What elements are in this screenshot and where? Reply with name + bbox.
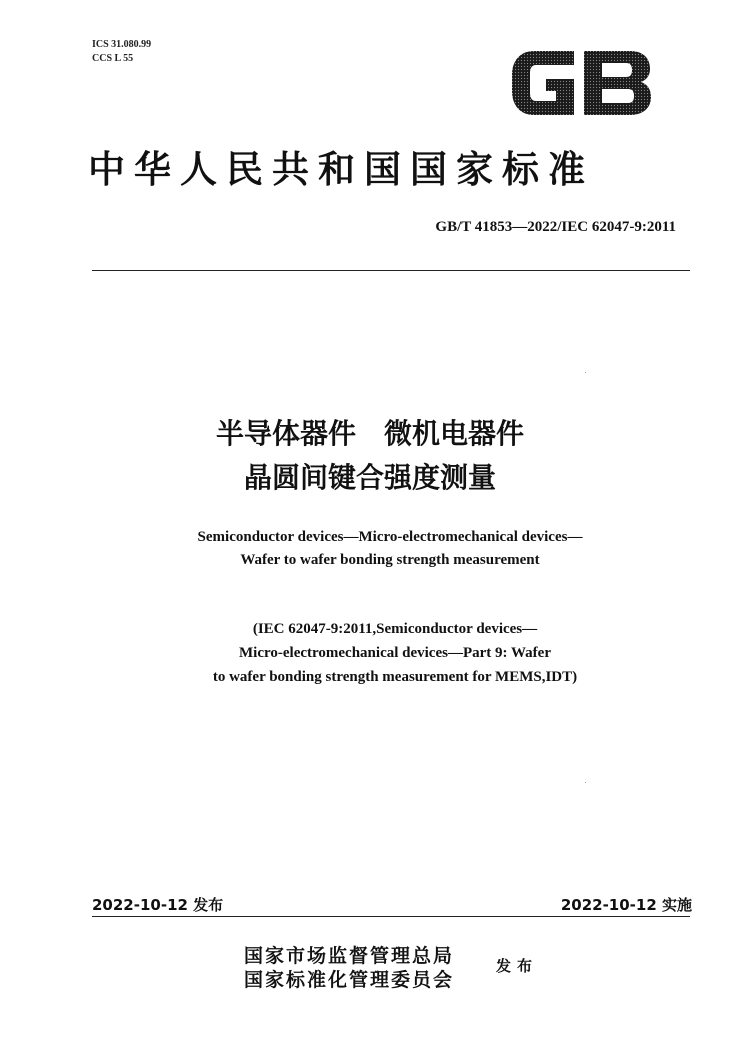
- footer-divider: [92, 916, 690, 917]
- iec-reference-line-1: (IEC 62047-9:2011,Semiconductor devices—: [252, 621, 538, 637]
- chinese-title-line-1: 半导体器件 微机电器件: [215, 417, 524, 450]
- gb-logo-mark: [512, 51, 651, 115]
- chinese-title: [0, 412, 740, 500]
- standard-number: GB/T 41853—2022/IEC 62047-9:2011: [435, 219, 676, 235]
- issue-date: 2022-10-12 发布: [92, 896, 224, 914]
- issuer-sac: 国家标准化管理委员会: [244, 969, 455, 991]
- chinese-title-line-2: 晶圆间键合强度测量: [243, 461, 496, 494]
- implementation-date: 2022-10-12 实施: [560, 896, 692, 914]
- iec-reference-line-2: Micro-electromechanical devices—Part 9: Wafer: [239, 645, 551, 661]
- issuer-samr: 国家市场监督管理总局: [244, 945, 455, 967]
- english-title: [0, 526, 740, 572]
- english-title-line-1: Semiconductor devices—Micro-electromechanical devices—: [197, 529, 583, 545]
- gb-logo: [508, 47, 654, 119]
- issuing-authorities: [244, 944, 454, 992]
- header-divider: [92, 270, 690, 271]
- iec-reference: [0, 617, 740, 689]
- iec-reference-line-3: to wafer bonding strength measurement for MEMS,IDT): [212, 669, 578, 685]
- english-title-line-2: Wafer to wafer bonding strength measurement: [240, 552, 540, 568]
- scan-speck: [585, 372, 586, 373]
- scan-speck: [585, 782, 586, 783]
- ccs-code: CCS L 55: [92, 53, 134, 64]
- ics-code: ICS 31.080.99: [92, 39, 152, 50]
- classification-codes: [92, 38, 151, 66]
- publish-label: 发布: [496, 957, 539, 975]
- national-standard-title: 中华人民共和国国家标准: [88, 147, 594, 191]
